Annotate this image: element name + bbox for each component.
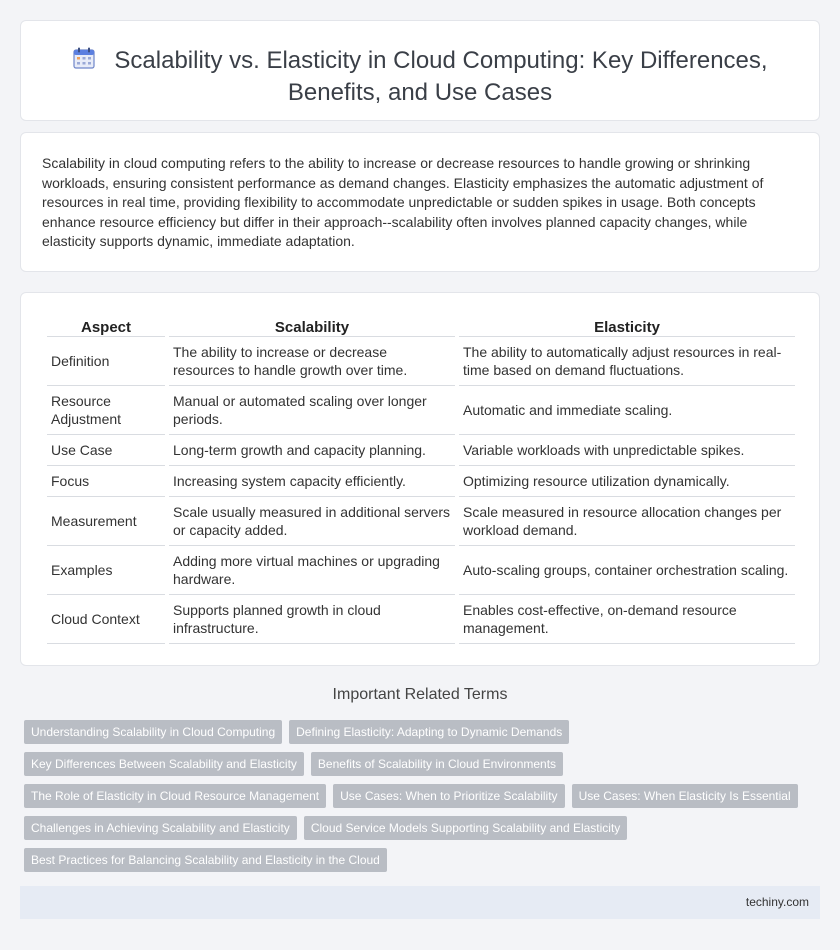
cell-aspect: Definition xyxy=(47,337,165,386)
related-term-tag[interactable]: Use Cases: When to Prioritize Scalability xyxy=(333,784,564,808)
cell-aspect: Examples xyxy=(47,546,165,595)
cell-scalability: Increasing system capacity efficiently. xyxy=(169,466,455,497)
cell-scalability: Adding more virtual machines or upgrading hardware. xyxy=(169,546,455,595)
footer xyxy=(20,886,820,919)
header-aspect: Aspect xyxy=(47,315,165,337)
header-scalability: Scalability xyxy=(169,315,455,337)
related-term-tag[interactable]: Understanding Scalability in Cloud Computing xyxy=(24,720,282,744)
related-terms-list xyxy=(24,720,804,880)
cell-scalability: Scale usually measured in additional servers or capacity added. xyxy=(169,497,455,546)
cell-elasticity: The ability to automatically adjust resources in real-time based on demand fluctuations. xyxy=(459,337,795,386)
page-title-text: Scalability vs. Elasticity in Cloud Computing: Key Differences, Benefits, and Use Cases xyxy=(114,47,768,106)
table-row xyxy=(47,337,795,386)
related-term-tag[interactable]: Cloud Service Models Supporting Scalability and Elasticity xyxy=(304,816,628,840)
cell-elasticity: Scale measured in resource allocation changes per workload demand. xyxy=(459,497,795,546)
page-title xyxy=(61,45,779,109)
table-row xyxy=(47,386,795,435)
related-term-tag[interactable]: Best Practices for Balancing Scalability and Elasticity in the Cloud xyxy=(24,848,387,872)
related-term-tag[interactable]: Key Differences Between Scalability and Elasticity xyxy=(24,752,304,776)
table-row xyxy=(47,546,795,595)
cell-scalability: Supports planned growth in cloud infrastructure. xyxy=(169,595,455,644)
cell-aspect: Resource Adjustment xyxy=(47,386,165,435)
table-row xyxy=(47,466,795,497)
table-header-row xyxy=(47,315,795,337)
cell-aspect: Use Case xyxy=(47,435,165,466)
cell-scalability: The ability to increase or decrease resources to handle growth over time. xyxy=(169,337,455,386)
cell-aspect: Measurement xyxy=(47,497,165,546)
related-term-tag[interactable]: Use Cases: When Elasticity Is Essential xyxy=(572,784,798,808)
cell-scalability: Long-term growth and capacity planning. xyxy=(169,435,455,466)
related-term-tag[interactable]: Defining Elasticity: Adapting to Dynamic Demands xyxy=(289,720,569,744)
related-terms-heading: Important Related Terms xyxy=(332,686,508,703)
header-elasticity: Elasticity xyxy=(459,315,795,337)
calendar-icon xyxy=(72,46,96,70)
comparison-table-card xyxy=(20,292,820,666)
related-term-tag[interactable]: The Role of Elasticity in Cloud Resource Management xyxy=(24,784,326,808)
table-row xyxy=(47,497,795,546)
related-term-tag[interactable]: Challenges in Achieving Scalability and Elasticity xyxy=(24,816,297,840)
cell-aspect: Cloud Context xyxy=(47,595,165,644)
cell-elasticity: Auto-scaling groups, container orchestration scaling. xyxy=(459,546,795,595)
footer-site-link[interactable]: techiny.com xyxy=(745,895,809,909)
cell-elasticity: Variable workloads with unpredictable spikes. xyxy=(459,435,795,466)
cell-elasticity: Enables cost-effective, on-demand resource management. xyxy=(459,595,795,644)
intro-paragraph: Scalability in cloud computing refers to the ability to increase or decrease resources to handle growing or shrinking workloads, ensuring consistent performance as demand changes. Elasticity emphasizes the automatic adjustment of resources in real time, providing flexibility to accommodate unpredictable or sudden spikes in usage. Both concepts enhance resource efficiency but differ in their approach--scalability often involves planned capacity changes, while elasticity supports dynamic, immediate adaptation. xyxy=(42,155,764,250)
related-term-tag[interactable]: Benefits of Scalability in Cloud Environments xyxy=(311,752,563,776)
cell-aspect: Focus xyxy=(47,466,165,497)
title-card xyxy=(20,20,820,121)
table-row xyxy=(47,435,795,466)
cell-elasticity: Automatic and immediate scaling. xyxy=(459,386,795,435)
table-row xyxy=(47,595,795,644)
cell-elasticity: Optimizing resource utilization dynamically. xyxy=(459,466,795,497)
cell-scalability: Manual or automated scaling over longer periods. xyxy=(169,386,455,435)
intro-card xyxy=(20,132,820,272)
comparison-table xyxy=(43,315,799,644)
